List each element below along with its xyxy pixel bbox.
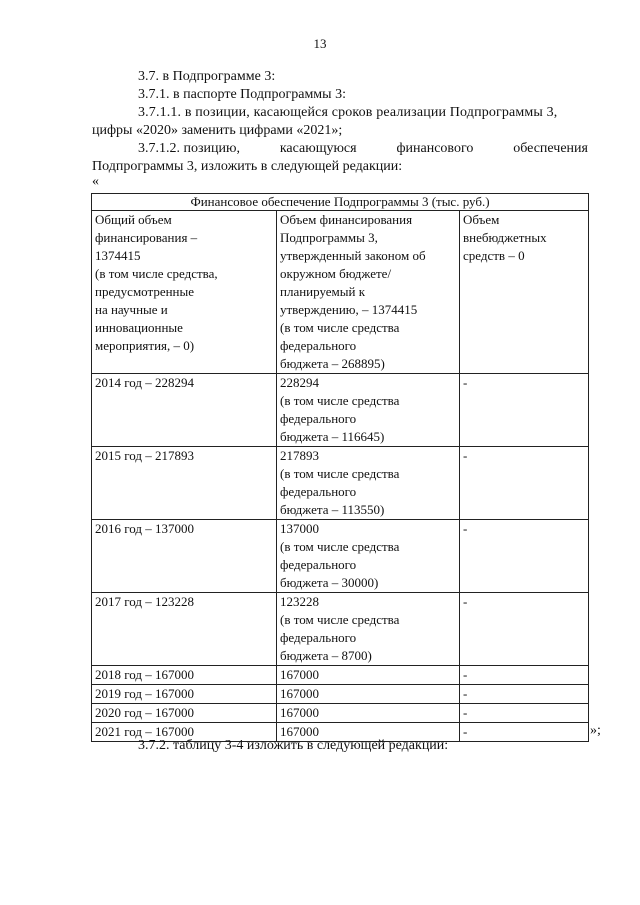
- row-year-2016: 2016 год – 137000: [92, 520, 277, 593]
- table-row: [92, 666, 589, 685]
- header-approved-financing: Объем финансирования Подпрограммы 3, утвержденный законом об окружном бюджете/ планируемый к утверждению, – 1374415 (в том числе средства федерального бюджета – 268895): [277, 211, 460, 374]
- row-amount-2015: 217893 (в том числе средства федерального бюджета – 113550): [277, 447, 460, 520]
- header-extrabudgetary: Объем внебюджетных средств – 0: [460, 211, 589, 374]
- table-title-row: [92, 194, 589, 211]
- row-amount-2014: 228294 (в том числе средства федерального бюджета – 116645): [277, 374, 460, 447]
- p4-word-2: касающуюся: [279, 141, 357, 156]
- table-row: [92, 520, 589, 593]
- paragraph-3-7-1-1-line1: [138, 104, 588, 122]
- row-extra-2021: -: [460, 723, 589, 742]
- row-year-2020: 2020 год – 167000: [92, 704, 277, 723]
- p4-word-1: 3.7.1.2. позицию,: [138, 141, 240, 156]
- table-title: Финансовое обеспечение Подпрограммы 3 (тыс. руб.): [92, 194, 589, 211]
- p4-word-4: обеспечения: [513, 141, 588, 156]
- paragraph-3-7-1-2-line2: Подпрограммы 3, изложить в следующей редакции:: [92, 159, 403, 174]
- financing-table: [91, 193, 589, 742]
- row-amount-2016: 137000 (в том числе средства федерального бюджета – 30000): [277, 520, 460, 593]
- row-extra-2020: -: [460, 704, 589, 723]
- close-quote: »;: [590, 723, 601, 738]
- row-extra-2016: -: [460, 520, 589, 593]
- table-header-row: [92, 211, 589, 374]
- table-row: [92, 374, 589, 447]
- paragraph-3-7: 3.7. в Подпрограмме 3:: [138, 69, 276, 84]
- paragraph-3-7-2: 3.7.2. таблицу 3-4 изложить в следующей редакции:: [138, 738, 449, 753]
- paragraph-3-7-1-1-text: 3.7.1.1. в позиции, касающейся сроков реализации Подпрограммы 3,: [138, 105, 558, 120]
- row-amount-2018: 167000: [277, 666, 460, 685]
- paragraph-3-7-1-1-line2: цифры «2020» заменить цифрами «2021»;: [92, 123, 343, 138]
- row-amount-2020: 167000: [277, 704, 460, 723]
- row-year-2015: 2015 год – 217893: [92, 447, 277, 520]
- page-number: 13: [313, 36, 327, 51]
- row-year-2019: 2019 год – 167000: [92, 685, 277, 704]
- row-amount-2019: 167000: [277, 685, 460, 704]
- paragraph-3-7-1-2-line1: [138, 140, 588, 158]
- row-extra-2014: -: [460, 374, 589, 447]
- table-row: [92, 447, 589, 520]
- row-amount-2017: 123228 (в том числе средства федерального бюджета – 8700): [277, 593, 460, 666]
- table-row: [92, 593, 589, 666]
- row-extra-2015: -: [460, 447, 589, 520]
- paragraph-3-7-1: 3.7.1. в паспорте Подпрограммы 3:: [138, 87, 346, 102]
- table-row: [92, 704, 589, 723]
- open-quote: «: [92, 174, 99, 189]
- table-row: [92, 685, 589, 704]
- row-year-2014: 2014 год – 228294: [92, 374, 277, 447]
- p4-word-3: финансового: [396, 141, 474, 156]
- row-amount-2021: 167000: [277, 723, 460, 742]
- row-year-2017: 2017 год – 123228: [92, 593, 277, 666]
- row-year-2018: 2018 год – 167000: [92, 666, 277, 685]
- row-extra-2019: -: [460, 685, 589, 704]
- row-extra-2017: -: [460, 593, 589, 666]
- row-extra-2018: -: [460, 666, 589, 685]
- header-total-financing: Общий объем финансирования – 1374415 (в том числе средства, предусмотренные на научные и инновационные мероприятия, – 0): [92, 211, 277, 374]
- row-year-2021: 2021 год – 167000: [92, 723, 277, 742]
